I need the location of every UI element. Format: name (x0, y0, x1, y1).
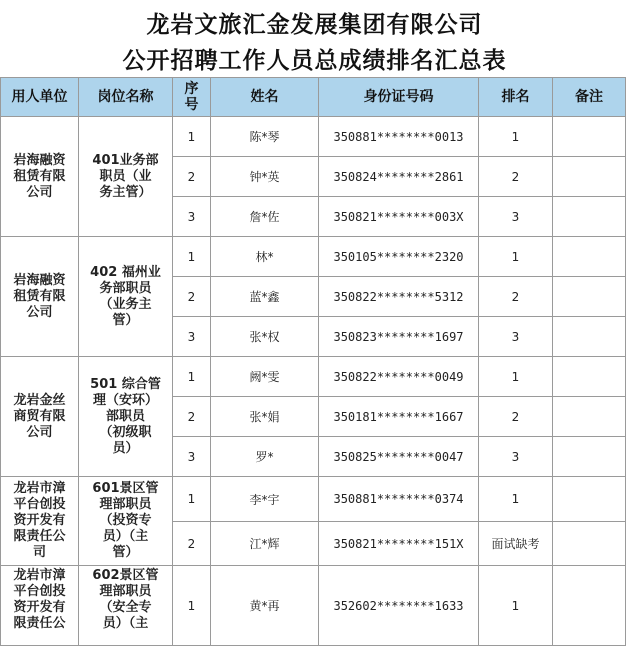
name-cell: 詹*佐 (211, 197, 319, 237)
seq-cell: 1 (173, 566, 211, 646)
id-cell: 350881********0374 (319, 477, 479, 522)
id-cell: 350881********0013 (319, 117, 479, 157)
position-cell: 501 综合管 理（安环） 部职员 （初级职 员） (79, 357, 173, 477)
rank-cell: 1 (479, 477, 553, 522)
name-cell: 阙*雯 (211, 357, 319, 397)
table-title: 公开招聘工作人员总成绩排名汇总表 (122, 48, 507, 74)
unit-cell: 龙岩市漳 平台创投 资开发有 限责任公 (1, 566, 79, 646)
ranking-table (0, 77, 626, 646)
seq-cell: 1 (173, 237, 211, 277)
name-cell: 黄*再 (211, 566, 319, 646)
seq-cell: 1 (173, 357, 211, 397)
table-row (1, 357, 626, 397)
header-name: 姓名 (211, 78, 319, 117)
seq-cell: 1 (173, 477, 211, 522)
id-cell: 350822********0049 (319, 357, 479, 397)
name-cell: 张*娟 (211, 397, 319, 437)
note-cell (553, 357, 626, 397)
unit-cell: 龙岩市漳 平台创投 资开发有 限责任公 司 (1, 477, 79, 566)
position-cell: 602景区管 理部职员 （安全专 员）（主 (79, 566, 173, 646)
table-row (1, 117, 626, 157)
title-block (0, 0, 629, 76)
seq-cell: 2 (173, 397, 211, 437)
id-cell: 352602********1633 (319, 566, 479, 646)
note-cell (553, 566, 626, 646)
id-cell: 350823********1697 (319, 317, 479, 357)
header-position: 岗位名称 (79, 78, 173, 117)
note-cell (553, 117, 626, 157)
id-cell: 350822********5312 (319, 277, 479, 317)
rank-cell: 2 (479, 277, 553, 317)
name-cell: 钟*英 (211, 157, 319, 197)
note-cell (553, 197, 626, 237)
note-cell (553, 522, 626, 566)
name-cell: 蓝*鑫 (211, 277, 319, 317)
position-cell: 401业务部 职员（业 务主管） (79, 117, 173, 237)
name-cell: 林* (211, 237, 319, 277)
rank-cell: 2 (479, 397, 553, 437)
id-cell: 350824********2861 (319, 157, 479, 197)
rank-cell: 面试缺考 (479, 522, 553, 566)
name-cell: 张*权 (211, 317, 319, 357)
id-cell: 350181********1667 (319, 397, 479, 437)
note-cell (553, 237, 626, 277)
seq-cell: 2 (173, 522, 211, 566)
id-cell: 350821********151X (319, 522, 479, 566)
unit-cell: 岩海融资 租赁有限 公司 (1, 117, 79, 237)
header-unit: 用人单位 (1, 78, 79, 117)
id-cell: 350821********003X (319, 197, 479, 237)
unit-cell: 龙岩金丝 商贸有限 公司 (1, 357, 79, 477)
header-seq-label: 序号 (184, 81, 199, 113)
table-row (1, 477, 626, 522)
header-rank: 排名 (479, 78, 553, 117)
position-cell: 601景区管 理部职员 （投资专 员）（主 管） (79, 477, 173, 566)
rank-cell: 1 (479, 117, 553, 157)
header-row (1, 78, 626, 117)
table-row (1, 237, 626, 277)
header-seq (173, 78, 211, 117)
unit-cell: 岩海融资 租赁有限 公司 (1, 237, 79, 357)
rank-cell: 3 (479, 197, 553, 237)
rank-cell: 1 (479, 357, 553, 397)
rank-cell: 3 (479, 317, 553, 357)
note-cell (553, 437, 626, 477)
id-cell: 350105********2320 (319, 237, 479, 277)
note-cell (553, 157, 626, 197)
note-cell (553, 397, 626, 437)
seq-cell: 1 (173, 117, 211, 157)
id-cell: 350825********0047 (319, 437, 479, 477)
table-row (1, 566, 626, 646)
note-cell (553, 317, 626, 357)
seq-cell: 2 (173, 157, 211, 197)
rank-cell: 1 (479, 566, 553, 646)
position-cell: 402 福州业 务部职员 （业务主 管） (79, 237, 173, 357)
header-note: 备注 (553, 78, 626, 117)
name-cell: 李*宇 (211, 477, 319, 522)
seq-cell: 3 (173, 197, 211, 237)
company-title: 龙岩文旅汇金发展集团有限公司 (146, 12, 483, 38)
name-cell: 陈*琴 (211, 117, 319, 157)
rank-cell: 1 (479, 237, 553, 277)
name-cell: 罗* (211, 437, 319, 477)
note-cell (553, 477, 626, 522)
seq-cell: 3 (173, 437, 211, 477)
seq-cell: 2 (173, 277, 211, 317)
note-cell (553, 277, 626, 317)
name-cell: 江*辉 (211, 522, 319, 566)
rank-cell: 3 (479, 437, 553, 477)
seq-cell: 3 (173, 317, 211, 357)
header-id: 身份证号码 (319, 78, 479, 117)
rank-cell: 2 (479, 157, 553, 197)
